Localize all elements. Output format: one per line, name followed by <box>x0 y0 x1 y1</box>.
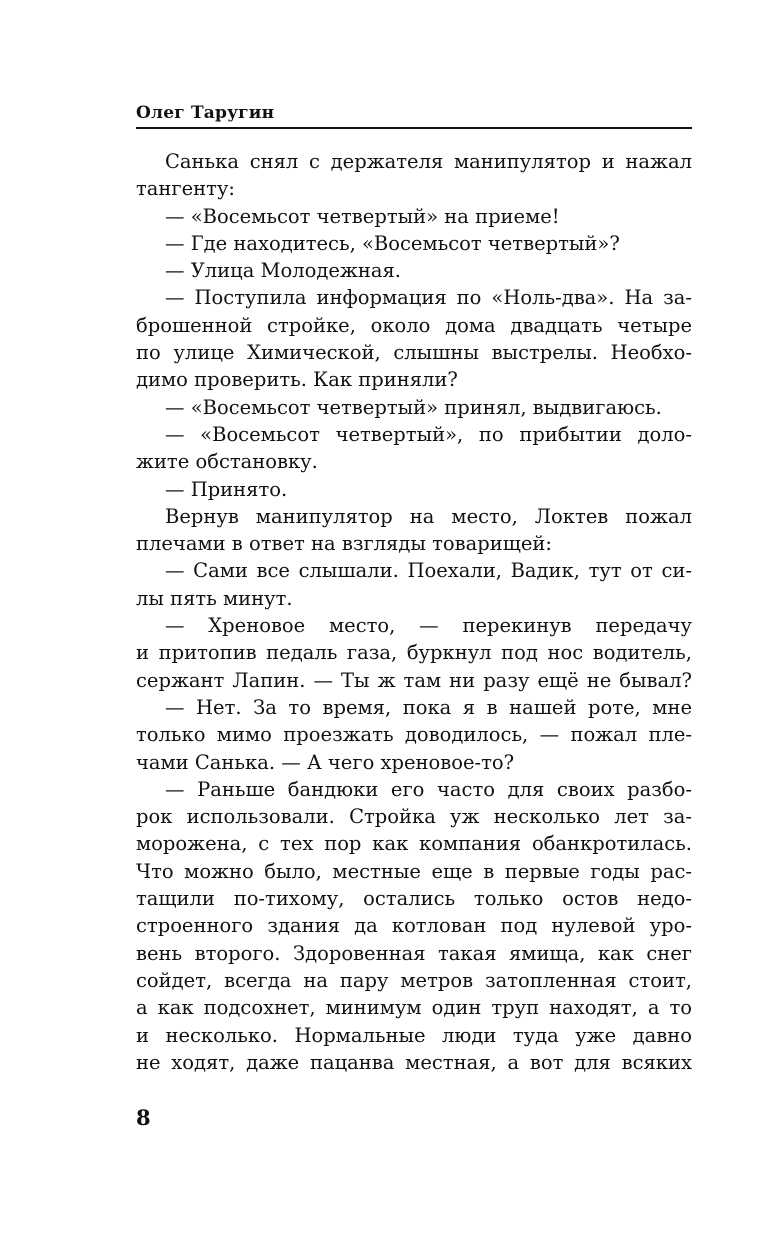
text-line: — Где находитесь, «Восемьсот четвертый»? <box>165 231 620 255</box>
text-line: не ходят, даже пацанва местная, а вот для всяких <box>136 1050 692 1074</box>
text-line: брошенной стройке, около дома двадцать четыре <box>136 313 692 337</box>
text-line: димо проверить. Как приняли? <box>136 368 458 392</box>
text-line: сержант Лапин. — Ты ж там ни разу ещё не бывал? <box>136 668 692 692</box>
text-line: тангенту: <box>136 177 235 201</box>
text-line: — Поступила информация по «Ноль-два». На за- <box>165 286 692 310</box>
text-line: строенного здания да котлован под нулевой уро- <box>136 914 692 938</box>
header-author: Олег Таругин <box>136 103 275 123</box>
text-line: плечами в ответ на взгляды товарищей: <box>136 532 552 556</box>
text-line: — Улица Молодежная. <box>165 259 401 283</box>
text-line: — Нет. За то время, пока я в нашей роте, мне <box>165 695 692 719</box>
text-line: а как подсохнет, минимум один труп находят, а то <box>136 996 692 1020</box>
text-line: Вернув манипулятор на место, Локтев пожал <box>165 504 692 528</box>
text-line: по улице Химической, слышны выстрелы. Необхо- <box>136 341 692 365</box>
text-line: — Раньше бандюки его часто для своих разбо- <box>165 777 692 801</box>
text-line: тащили по-тихому, остались только остов недо- <box>136 887 692 911</box>
text-line: чами Санька. — А чего хреновое-то? <box>136 750 515 774</box>
text-line: — Сами все слышали. Поехали, Вадик, тут от си- <box>165 559 692 583</box>
body-text <box>136 148 692 1076</box>
text-line: — «Восемьсот четвертый» принял, выдвигаюсь. <box>165 395 662 419</box>
text-line: — Принято. <box>165 477 288 501</box>
text-line: только мимо проезжать доводилось, — пожал пле- <box>136 723 692 747</box>
text-line: Санька снял с держателя манипулятор и нажал <box>165 150 692 173</box>
text-line: — «Восемьсот четвертый» на приеме! <box>165 204 560 228</box>
text-line: и несколько. Нормальные люди туда уже давно <box>136 1023 692 1047</box>
text-line: и притопив педаль газа, буркнул под нос водитель, <box>136 641 692 665</box>
text-line: жите обстановку. <box>136 450 318 474</box>
text-line: вень второго. Здоровенная такая ямища, как снег <box>136 941 692 965</box>
text-line: рок использовали. Стройка уж несколько лет за- <box>136 805 692 829</box>
text-line: морожена, с тех пор как компания обанкротилась. <box>136 832 692 856</box>
running-header <box>136 101 692 129</box>
text-line: сойдет, всегда на пару метров затопленная стоит, <box>136 968 692 992</box>
text-line: — Хреновое место, — перекинув передачу <box>165 614 692 638</box>
page-number: 8 <box>136 1105 151 1130</box>
text-line: лы пять минут. <box>136 586 293 610</box>
text-line: Что можно было, местные еще в первые годы рас- <box>136 859 692 883</box>
text-line: — «Восемьсот четвертый», по прибытии доло- <box>165 422 692 446</box>
